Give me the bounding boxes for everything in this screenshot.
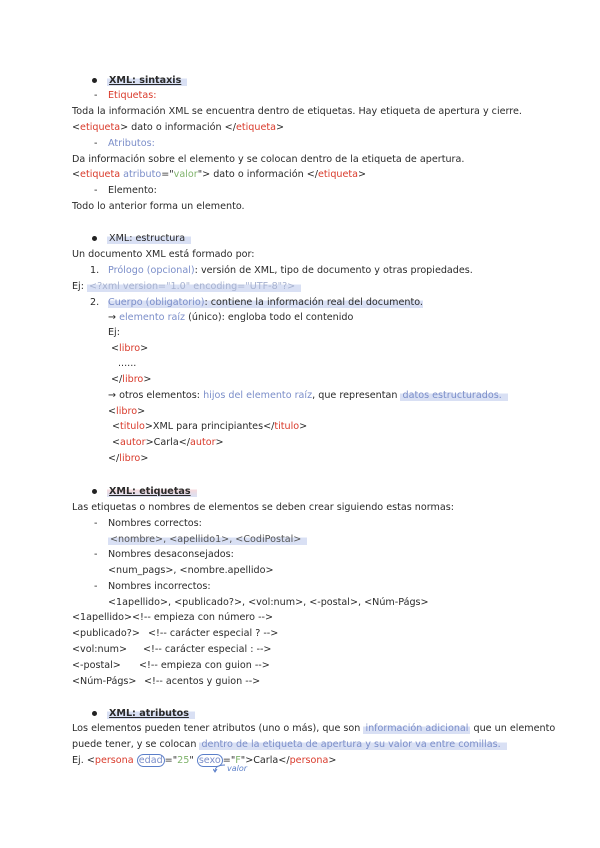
section-estructura-heading [107,232,191,245]
atributos-description: Da información sobre el elemento y se colocan dentro de la etiqueta de apertura. [72,154,465,165]
handwritten-arrow-icon [213,764,227,774]
dash: - [94,549,98,560]
dash: - [94,90,98,101]
etiquetas-intro: Las etiquetas o nombres de elementos se deben crear siguiendo estas normas: [72,502,454,513]
incorrect-names-example: <1apellido>, <publicado?>, <vol:num>, <-postal>, <Núm-Págs> [108,597,429,608]
atributos-line-1: Los elementos pueden tener atributos (uno o más), que son información adicional que un elemento [72,723,556,734]
etiquetas-label: Etiquetas: [108,90,157,101]
section-title: XML: atributos [107,708,195,719]
etiqueta-example: <etiqueta> dato o información </etiqueta> [72,122,285,133]
code-libro-open-2: <libro> [108,406,146,417]
discouraged-names-label: Nombres desaconsejados: [108,549,234,560]
table-row-tag: <publicado?> [72,628,140,639]
dash: - [94,518,98,529]
otros-elementos-line: → otros elementos: hijos del elemento raíz, que representan datos estructurados. [108,389,508,402]
prologo-example: Ej: <?xml version="1.0" encoding="UTF-8"?> [72,280,301,293]
table-row-comment: <!-- carácter especial ? --> [148,628,279,639]
etiquetas-description: Toda la información XML se encuentra dentro de etiquetas. Hay etiqueta de apertura y cierre. [72,106,522,117]
table-row-comment: <!-- empieza con guion --> [139,660,270,671]
section-atributos-heading [107,707,195,720]
prologo-item: Prólogo (opcional): versión de XML, tipo de documento y otras propiedades. [108,265,473,276]
section-etiquetas-heading [107,485,197,498]
list-number: 1. [90,265,100,276]
elemento-raiz-line: → elemento raíz (único): engloba todo el contenido [108,312,354,323]
atributos-line-2: puede tener, y se colocan dentro de la etiqueta de apertura y su valor va entre comillas. [72,738,507,751]
bullet [92,236,97,241]
bullet [92,78,97,83]
table-row-tag: <-postal> [72,660,121,671]
table-row-comment: <!-- acentos y guion --> [144,676,261,687]
code-libro-close: </libro> [111,374,152,385]
table-row-tag: <1apellido> [72,612,133,623]
code-libro-open: <libro> [111,343,149,354]
table-row-tag: <vol:num> [72,644,128,655]
ej-label: Ej: [108,327,120,338]
list-number: 2. [90,297,100,308]
table-row-comment: <!-- empieza con número --> [132,612,274,623]
bullet [92,711,97,716]
bullet [92,489,97,494]
discouraged-names-example: <num_pags>, <nombre.apellido> [108,565,274,576]
dash: - [94,581,98,592]
atributos-label: Atributos: [108,138,155,149]
section-title: XML: estructura [107,233,191,244]
code-autor: <autor>Carla</autor> [112,437,224,448]
estructura-intro: Un documento XML está formado por: [72,249,255,260]
section-title: XML: etiquetas [107,486,197,497]
attr-edad-circled: edad [138,755,163,766]
table-row-tag: <Núm-Págs> [72,676,137,687]
code-titulo: <titulo>XML para principiantes</titulo> [112,421,308,432]
atributo-example: <etiqueta atributo="valor"> dato o información </etiqueta> [72,169,367,180]
handwritten-note: valor [227,764,248,773]
cuerpo-item: Cuerpo (obligatorio): contiene la información real del documento. [108,297,423,308]
section-sintaxis-heading [107,74,187,87]
dash: - [94,138,98,149]
attr-sexo-circled: sexo [198,755,221,766]
elemento-description: Todo lo anterior forma un elemento. [72,201,245,212]
correct-names-example: <nombre>, <apellido1>, <CodiPostal> [108,533,307,546]
code-libro-close-2: </libro> [108,453,149,464]
dash: - [94,185,98,196]
section-title: XML: sintaxis [107,75,187,86]
elemento-label: Elemento: [108,185,157,196]
persona-example: Ej. <persona edad ="25" sexo ="F">Carla</persona> [72,755,337,766]
code-dots: ...... [118,358,137,369]
incorrect-names-label: Nombres incorrectos: [108,581,211,592]
correct-names-label: Nombres correctos: [108,518,202,529]
table-row-comment: <!-- carácter especial : --> [143,644,272,655]
